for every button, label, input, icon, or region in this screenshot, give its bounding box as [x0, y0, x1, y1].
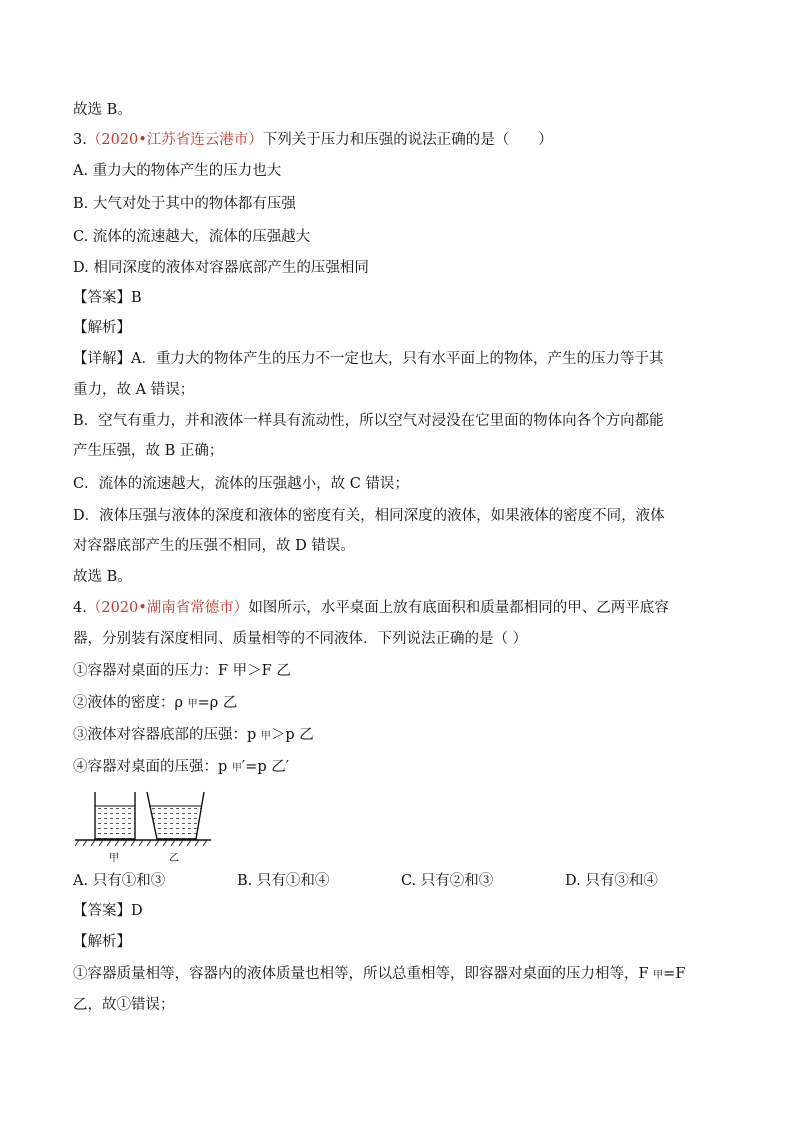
table-hatching [75, 840, 207, 846]
statement-2 [73, 693, 734, 715]
subscript: 甲 [187, 699, 198, 710]
question-text: 如图所示，水平桌面上放有底面积和质量都相同的甲、乙两平底容 [248, 600, 669, 616]
question-text: 下列关于压力和压强的说法正确的是（ ） [262, 132, 553, 148]
option-a: A. 只有①和③ [73, 873, 166, 889]
explanation-line: 产生压强，故 B 正确； [73, 443, 224, 459]
analysis-label: 【解析】 [73, 934, 131, 950]
option-a: A. 重力大的物体产生的压力也大 [73, 163, 282, 179]
explanation-text: ①容器质量相等，容器内的液体质量也相等，所以总重相等，即容器对桌面的压力相等，F [73, 966, 654, 982]
option-c: C. 流体的流速越大，流体的压强越大 [73, 229, 311, 245]
text-line: 故选 B。 [73, 569, 132, 585]
text-line: 故选 B。 [73, 102, 132, 118]
statement-text: ′=p 乙′ [241, 759, 290, 775]
question-source: （2020•湖南省常德市） [86, 600, 249, 616]
question-number: 3. [73, 132, 87, 148]
explanation-line: D．液体压强与液体的深度和液体的密度有关，相同深度的液体，如果液体的密度不同，液体 [73, 508, 665, 524]
option-d: D. 只有③和④ [565, 873, 658, 889]
answer-label: 【答案】B [73, 290, 142, 306]
statement-4 [73, 757, 734, 779]
explanation-line: C．流体的流速越大，流体的压强越小，故 C 错误； [73, 476, 409, 492]
explanation-line [73, 964, 734, 986]
question-source: （2020•江苏省连云港市） [86, 132, 263, 148]
statement-text: =ρ 乙 [197, 695, 238, 711]
explanation-line: 重力，故 A 错误； [73, 382, 195, 398]
explanation-line: 对容器底部产生的压强不相同，故 D 错误。 [73, 538, 355, 554]
option-c: C. 只有②和③ [401, 873, 494, 889]
question-4-stem [73, 598, 734, 618]
explanation-line: 【详解】A．重力大的物体产生的压力不一定也大，只有水平面上的物体，产生的压力等于其 [73, 351, 664, 367]
statement-text: ④容器对桌面的压强：p [73, 759, 232, 775]
option-d: D. 相同深度的液体对容器底部产生的压强相同 [73, 260, 369, 276]
analysis-label: 【解析】 [73, 320, 131, 336]
question-3-stem [73, 130, 734, 150]
statement-3 [73, 725, 734, 747]
containers-figure [73, 786, 213, 866]
subscript: 甲 [260, 731, 271, 742]
container-yi [147, 792, 204, 839]
container-jia [95, 792, 135, 839]
question-number: 4. [73, 600, 87, 616]
statement-1: ①容器对桌面的压力：F 甲＞F 乙 [73, 663, 291, 679]
answer-label: 【答案】D [73, 903, 143, 919]
option-b: B. 只有①和④ [237, 873, 330, 889]
subscript: 甲 [231, 763, 242, 774]
option-b: B. 大气对处于其中的物体都有压强 [73, 196, 296, 212]
label-yi: 乙 [169, 853, 179, 864]
statement-text: ＞p 乙 [270, 727, 314, 743]
explanation-text: =F [663, 966, 686, 982]
statement-text: ②液体的密度：ρ [73, 695, 188, 711]
label-jia: 甲 [109, 853, 119, 864]
options-row [73, 871, 734, 891]
explanation-line: B．空气有重力，并和液体一样具有流动性，所以空气对浸没在它里面的物体向各个方向都能 [73, 413, 664, 429]
question-text: 器，分别装有深度相同、质量相等的不同液体．下列说法正确的是（ ） [73, 631, 528, 647]
statement-text: ③液体对容器底部的压强：p [73, 727, 261, 743]
explanation-line: 乙，故①错误； [73, 997, 175, 1013]
subscript: 甲 [653, 970, 664, 981]
